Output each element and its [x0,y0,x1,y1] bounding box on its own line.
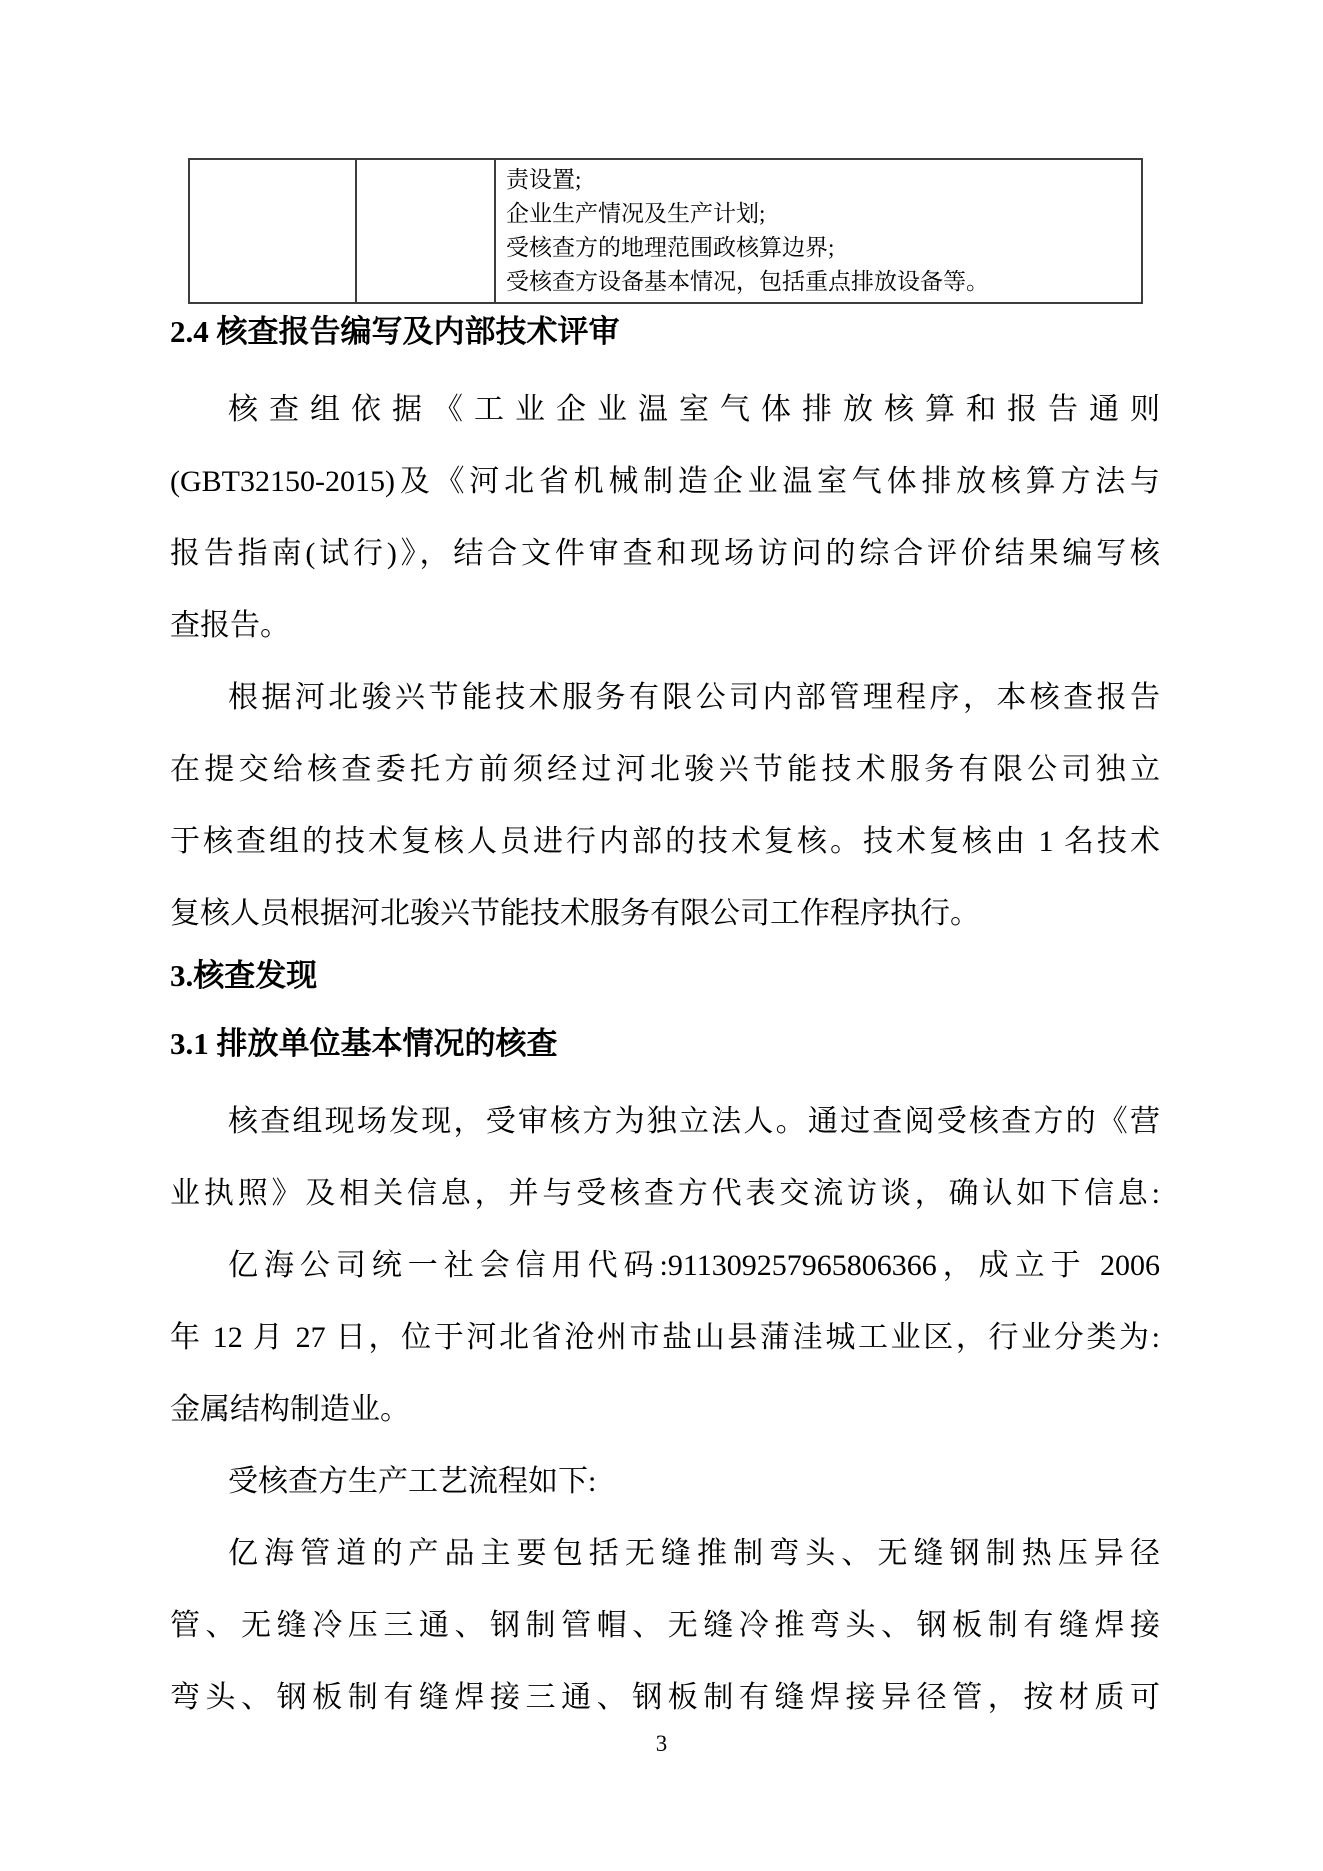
paragraph-company-info [170,1230,1160,1446]
text-line: 责设置; [506,167,582,192]
paragraph-products [170,1518,1160,1734]
text-line: 亿海管道的产品主要包括无缝推制弯头、无缝钢制热压异径 [228,1537,1160,1570]
text-line: 根据河北骏兴节能技术服务有限公司内部管理程序，本核查报告 [228,681,1160,714]
table-row [189,159,1142,303]
text-line: 亿海公司统一社会信用代码:911309257965806366，成立于 2006 [228,1249,1160,1282]
text-line: 复核人员根据河北骏兴节能技术服务有限公司工作程序执行。 [170,897,980,930]
heading-2-4: 2.4 核查报告编写及内部技术评审 [170,314,620,349]
text-line: 于核查组的技术复核人员进行内部的技术复核。技术复核由 1 名技术 [170,825,1160,858]
table-cell-content [495,159,1142,303]
page-content [170,0,1160,1734]
text-line: 企业生产情况及生产计划; [506,201,766,226]
continuation-table [188,158,1143,304]
table-cell-empty-1 [189,159,356,303]
paragraph-site-finding [170,1086,1160,1230]
text-line: 核查组现场发现，受审核方为独立法人。通过查阅受核查方的《营 [228,1105,1160,1138]
page-number: 3 [655,1731,668,1756]
table-cell-empty-2 [356,159,495,303]
heading-3-1: 3.1 排放单位基本情况的核查 [170,1026,558,1061]
heading-3: 3.核查发现 [170,958,318,993]
text-line: 核查组依据《工业企业温室气体排放核算和报告通则 [228,393,1160,426]
text-line: 报告指南(试行)》，结合文件审查和现场访问的综合评价结果编写核 [170,537,1160,570]
text-line: 在提交给核查委托方前须经过河北骏兴节能技术服务有限公司独立 [170,753,1160,786]
text-line: 受核查方的地理范围政核算边界; [506,235,835,260]
text-line: 金属结构制造业。 [170,1393,410,1426]
paragraph-verification-basis [170,374,1160,662]
text-line: 受核查方生产工艺流程如下: [228,1465,597,1498]
text-line: 弯头、钢板制有缝焊接三通、钢板制有缝焊接异径管，按材质可 [170,1681,1160,1714]
text-line: 管、无缝冷压三通、钢制管帽、无缝冷推弯头、钢板制有缝焊接 [170,1609,1160,1642]
text-line: 受核查方设备基本情况，包括重点排放设备等。 [506,269,989,294]
paragraph-process-intro [170,1446,1160,1518]
text-line: 查报告。 [170,609,290,642]
text-line: (GBT32150-2015)及《河北省机械制造企业温室气体排放核算方法与 [170,465,1160,498]
text-line: 年 12 月 27 日，位于河北省沧州市盐山县蒲洼城工业区，行业分类为: [170,1321,1160,1354]
text-line: 业执照》及相关信息，并与受核查方代表交流访谈，确认如下信息: [170,1177,1160,1210]
paragraph-internal-review [170,662,1160,950]
